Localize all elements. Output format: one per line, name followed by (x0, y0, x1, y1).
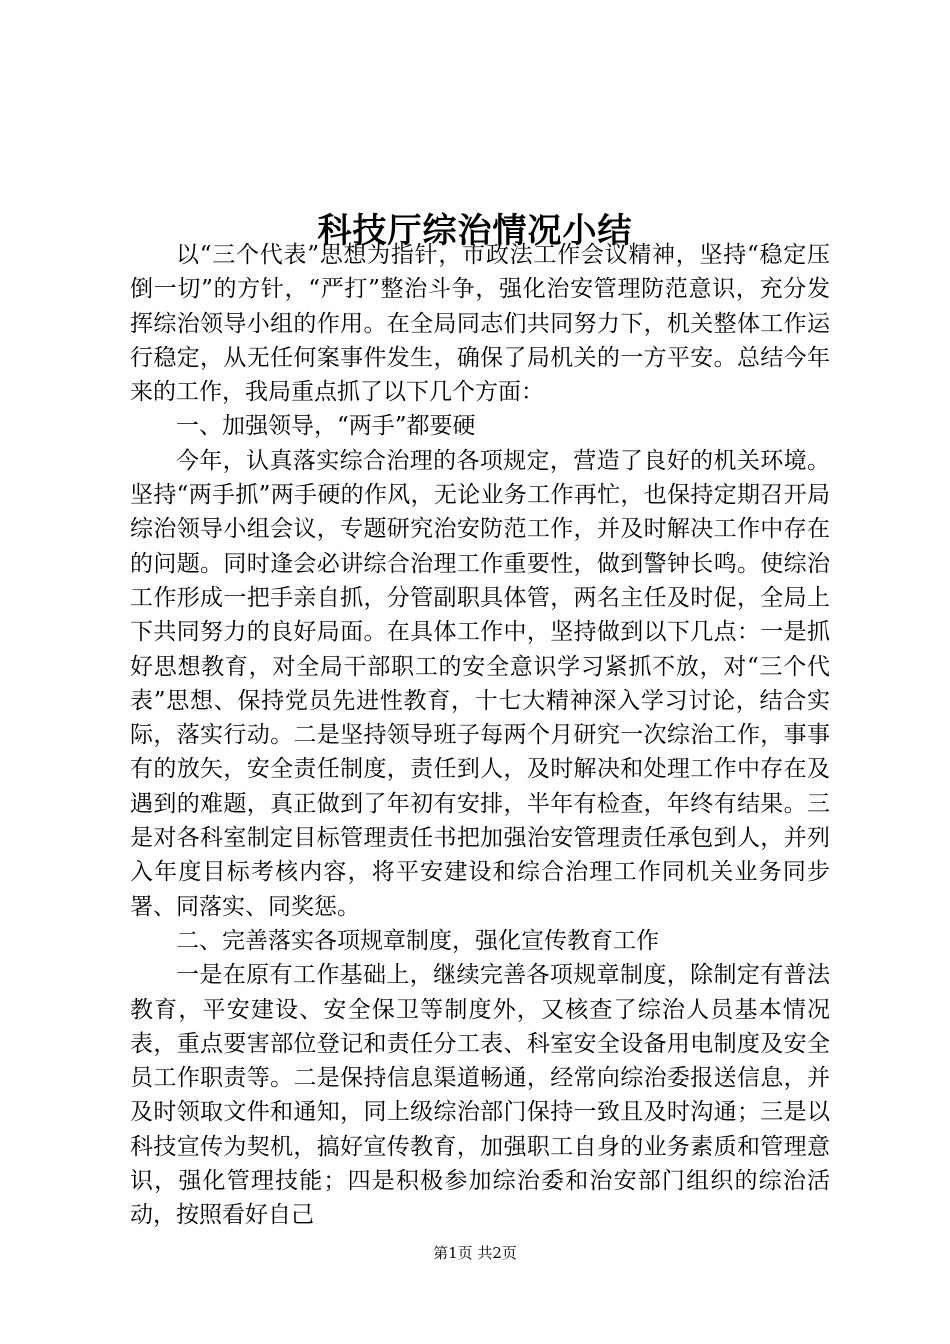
intro-paragraph: 以“三个代表”思想为指针，市政法工作会议精神，坚持“稳定压倒一切”的方针，“严打”整治斗争，强化治安管理防范意识，充分发挥综治领导小组的作用。在全局同志们共同努力下，机关整体工作运行稳定，从无任何案事件发生，确保了局机关的一方平安。总结今年来的工作，我局重点抓了以下几个方面： (130, 242, 830, 406)
section-heading-1: 一、加强领导，“两手”都要硬 (176, 413, 476, 440)
section-paragraph-1: 今年，认真落实综合治理的各项规定，营造了良好的机关环境。坚持“两手抓”两手硬的作风，无论业务工作再忙，也保持定期召开局综治领导小组会议，专题研究治安防范工作，并及时解决工作中存在的问题。同时逢会必讲综合治理工作重要性，做到警钟长鸣。使综治工作形成一把手亲自抓，分管副职具体管，两名主任及时促，全局上下共同努力的良好局面。在具体工作中，坚持做到以下几点：一是抓好思想教育，对全局干部职工的安全意识学习紧抓不放，对“三个代表”思想、保持党员先进性教育，十七大精神深入学习讨论，结合实际，落实行动。二是坚持领导班子每两个月研究一次综治工作，事事有的放矢，安全责任制度，责任到人，及时解决和处理工作中存在及遇到的难题，真正做到了年初有安排，半年有检查，年终有结果。三是对各科室制定目标管理责任书把加强治安管理责任承包到人，并列入年度目标考核内容，将平安建设和综合治理工作同机关业务同步署、同落实、同奖惩。 (130, 447, 830, 920)
page-footer: 第1页 共2页 (433, 1244, 517, 1262)
document-title: 科技厅综治情况小结 (317, 210, 633, 251)
document-body (130, 238, 830, 1233)
section-heading-2: 二、完善落实各项规章制度，强化宣传教育工作 (176, 927, 659, 954)
section-paragraph-2: 一是在原有工作基础上，继续完善各项规章制度，除制定有普法教育，平安建设、安全保卫等制度外，又核查了综治人员基本情况表，重点要害部位登记和责任分工表、科室安全设备用电制度及安全员工作职责等。二是保持信息渠道畅通，经常向综治委报送信息，并及时领取文件和通知，同上级综治部门保持一致且及时沟通；三是以科技宣传为契机，搞好宣传教育，加强职工自身的业务素质和管理意识，强化管理技能；四是积极参加综治委和治安部门组织的综治活动，按照看好自己 (130, 962, 830, 1229)
